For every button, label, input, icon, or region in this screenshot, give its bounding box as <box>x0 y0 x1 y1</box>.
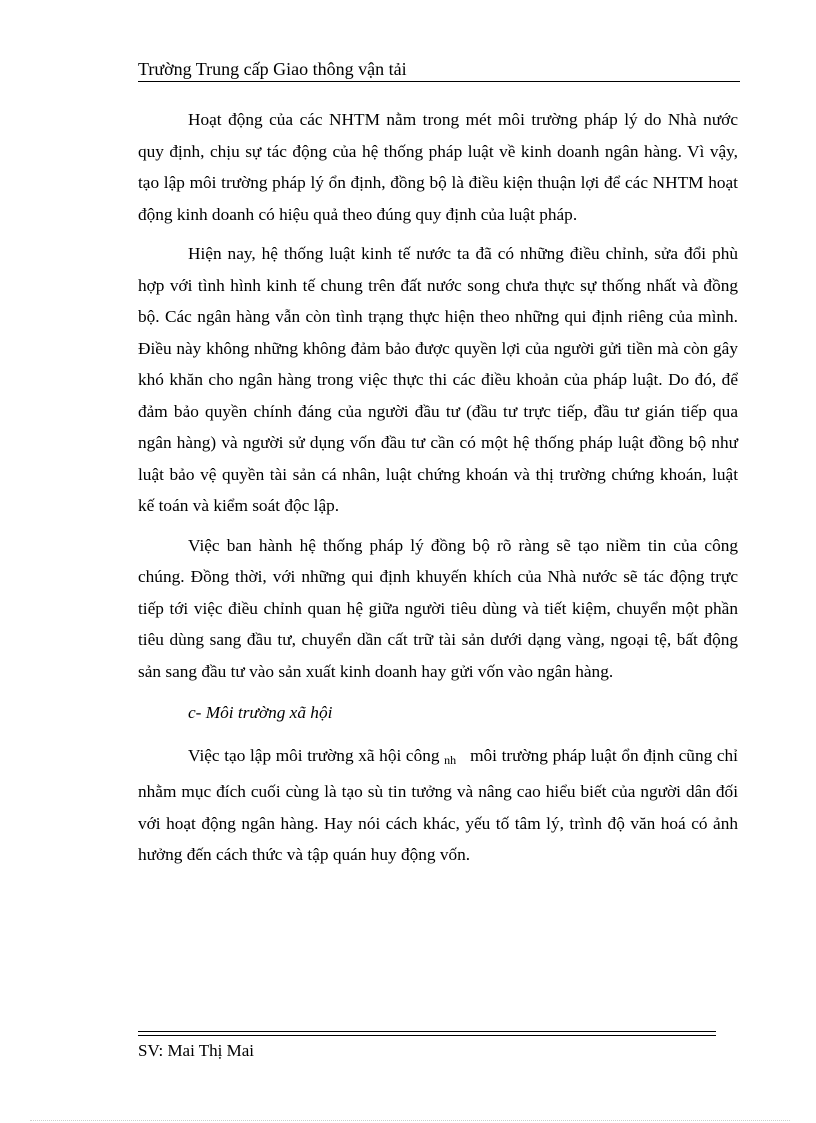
page-bottom-dotted-line <box>30 1120 790 1121</box>
header-rule <box>138 81 740 82</box>
footer-rule <box>138 1031 716 1036</box>
paragraph-2: Hiện nay, hệ thống luật kinh tế nước ta đã có những điều chỉnh, sửa đổi phù hợp với tình hình kinh tế chung trên đất nước song chưa thực sự thống nhất và đồng bộ. Các ngân hàng vẫn còn tình trạng thực hiện theo những qui định riêng của mình. Điều này không những không đảm bảo được quyền lợi của người gửi tiền mà còn gây khó khăn cho ngân hàng trong việc thực thi các điều khoản của pháp luật. Do đó, để đảm bảo quyền chính đáng của người đầu tư (đầu tư trực tiếp, đầu tư gián tiếp qua ngân hàng) và người sử dụng vốn đầu tư cần có một hệ thống pháp luật đồng bộ như luật bảo vệ quyền tài sản cá nhân, luật chứng khoán và thị trường chứng khoán, luật kế toán và kiểm soát độc lập. <box>138 244 738 515</box>
paragraph-3: Việc ban hành hệ thống pháp lý đồng bộ rõ ràng sẽ tạo niềm tin của công chúng. Đồng thời, với những qui định khuyến khích của Nhà nước sẽ tác động trực tiếp tới việc điều chỉnh quan hệ giữa người tiêu dùng và tiết kiệm, chuyển một phần tiêu dùng sang đầu tư, chuyển dần cất trữ tài sản dưới dạng vàng, ngoại tệ, bất động sản sang đầu tư vào sản xuất kinh doanh hay gửi vốn vào ngân hàng. <box>138 535 738 681</box>
paragraph-4-rest: môi trường pháp luật ổn định cũng chỉ nhằm mục đích cuối cùng là tạo sù tin tưởng và nâng cao hiểu biết của người dân đối với hoạt động ngân hàng. Hay nói cách khác, yếu tố tâm lý, trình độ văn hoá có ảnh hưởng đến cách thức và tập quán huy động vốn. <box>138 745 738 864</box>
section-heading: c- Môi trường xã hội <box>188 703 333 722</box>
document-body <box>138 104 738 879</box>
page-footer: SV: Mai Thị Mai <box>138 1041 255 1060</box>
paragraph-1: Hoạt động của các NHTM nằm trong mét môi trường pháp lý do Nhà nước quy định, chịu sự tác động của hệ thống pháp luật về kinh doanh ngân hàng. Vì vậy, tạo lập môi trường pháp lý ổn định, đồng bộ là điều kiện thuận lợi để các NHTM hoạt động kinh doanh có hiệu quả theo đúng quy định của luật pháp. <box>138 110 738 224</box>
paragraph-4-fragment: nh <box>444 752 457 767</box>
paragraph-4-start: Việc tạo lập môi trường xã hội công <box>188 745 440 765</box>
page-header: Trường Trung cấp Giao thông vận tải <box>138 59 407 79</box>
paragraph-4 <box>138 740 738 871</box>
